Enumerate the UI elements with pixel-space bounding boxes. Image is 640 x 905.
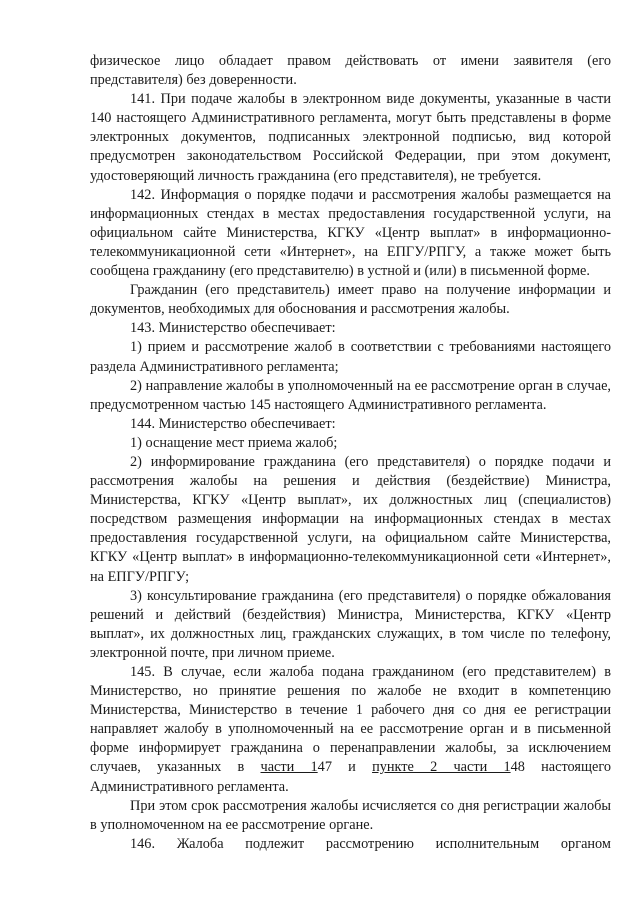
list-item: 3) консультирование гражданина (его представителя) о порядке обжалования решений и действий (бездействия) Министра, Министерства, КГКУ «Центр выплат», их должностных лиц, гражданских служащих, в том числе по телефону, электронной почте, при личном приеме.: [90, 587, 611, 661]
paragraph: При этом срок рассмотрения жалобы исчисляется со дня регистрации жалобы в уполномоченном на ее рассмотрение органе.: [90, 797, 611, 833]
link-clause-2-part-148[interactable]: пункте 2 части 1: [372, 759, 511, 776]
paragraph: физическое лицо обладает правом действовать от имени заявителя (его представителя) без доверенности.: [90, 53, 611, 89]
paragraph: Гражданин (его представитель) имеет право на получение информации и документов, необходимых для обоснования и рассмотрения жалобы.: [90, 282, 611, 318]
paragraph-145-text: 47 и: [317, 759, 373, 776]
paragraph-144: 144. Министерство обеспечивает:: [130, 415, 336, 432]
document-page: [90, 52, 611, 854]
paragraph-145-text: 48 настоящего Административного регламента.: [90, 759, 611, 795]
paragraph-141: 141. При подаче жалобы в электронном виде документы, указанные в части 140 настоящего Административного регламента, могут быть представлены в форме электронных документов, подписанных электронной подписью, вид которой предусмотрен законодательством Российской Федерации, при этом документ, удостоверяющий личность гражданина (его представителя), не требуется.: [90, 91, 611, 184]
list-item: 1) оснащение мест приема жалоб;: [130, 434, 338, 451]
paragraph-145: [90, 663, 611, 797]
list-item: 2) направление жалобы в уполномоченный на ее рассмотрение орган в случае, предусмотренном частью 145 настоящего Административного регламента.: [90, 377, 611, 413]
link-part-147[interactable]: части 1: [260, 759, 318, 776]
paragraph-142: 142. Информация о порядке подачи и рассмотрения жалобы размещается на информационных стендах в местах предоставления государственной услуги, на официальном сайте Министерства, КГКУ «Центр выплат» в информационно-телекоммуникационной сети «Интернет», на ЕПГУ/РПГУ, а также может быть сообщена гражданину (его представителю) в устной и (или) в письменной форме.: [90, 186, 611, 280]
list-item: 2) информирование гражданина (его представителя) о порядке подачи и рассмотрения жалобы на решения и действия (бездействие) Министра, Министерства, КГКУ «Центр выплат», их должностных лиц (специалистов) посредством размещения информации на информационных стендах в местах предоставления государственной услуги, на официальном сайте Министерства, КГКУ «Центр выплат» в информационно-телекоммуникационной сети «Интернет», на ЕПГУ/РПГУ;: [90, 453, 611, 585]
paragraph-146: 146. Жалоба подлежит рассмотрению исполнительным органом: [130, 835, 611, 852]
list-item: 1) прием и рассмотрение жалоб в соответствии с требованиями настоящего раздела Административного регламента;: [90, 339, 611, 375]
paragraph-143: 143. Министерство обеспечивает:: [130, 320, 336, 337]
paragraph-145-text: 145. В случае, если жалоба подана гражданином (его представителем) в Министерство, но принятие решения по жалобе не входит в компетенцию Министерства, Министерство в течение 1 рабочего дня со дня ее регистрации направляет жалобу в уполномоченный на ее рассмотрение орган и в письменной форме информирует гражданина о перенаправлении жалобы, за исключением случаев, указанных в: [90, 664, 611, 776]
